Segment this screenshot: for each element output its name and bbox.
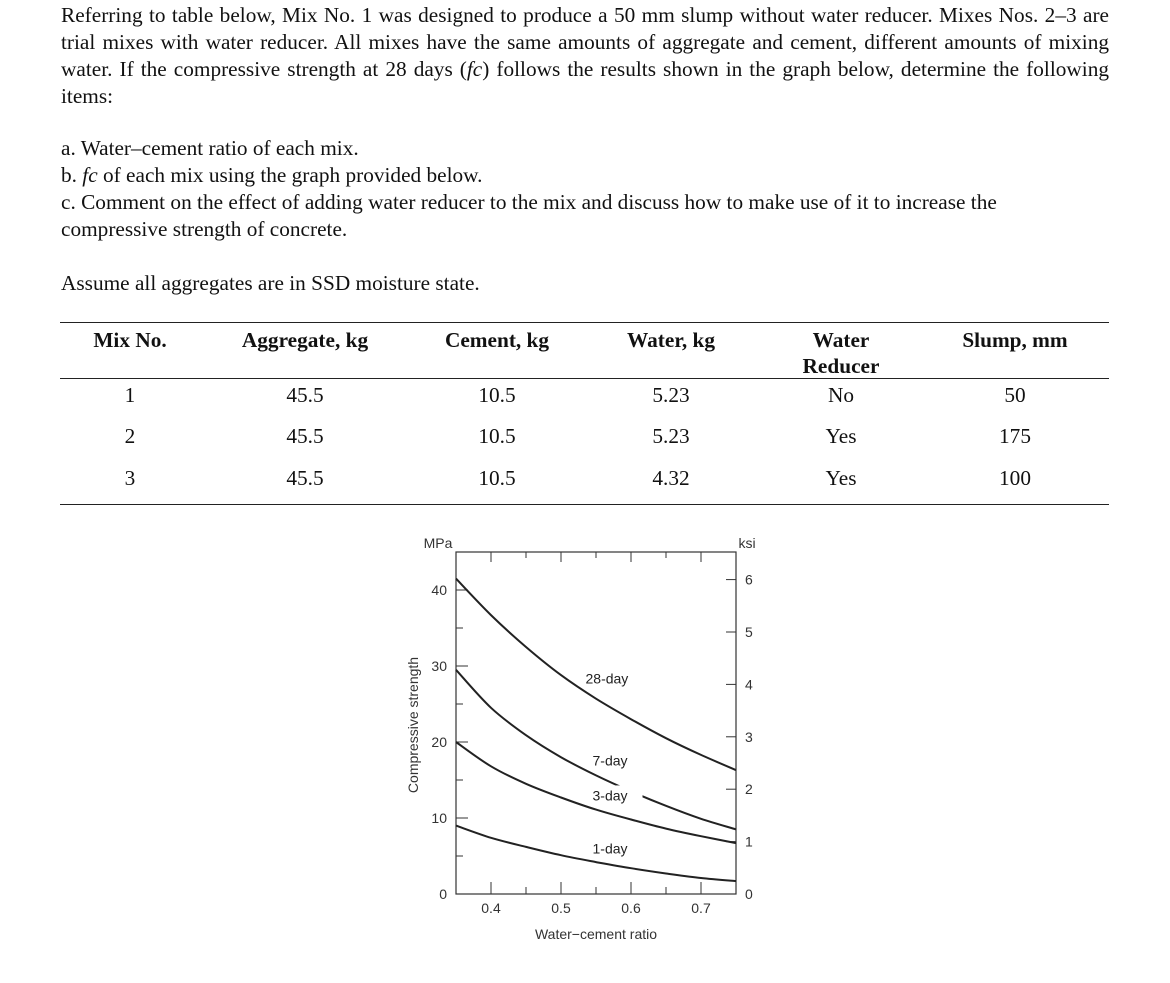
cell-aggregate: 45.5 — [286, 383, 324, 407]
cell-water: 4.32 — [652, 466, 690, 490]
cell-slump: 50 — [1004, 383, 1026, 407]
right-unit-label: ksi — [738, 535, 756, 551]
cell-cement: 10.5 — [478, 424, 516, 448]
header-slump: Slump, mm — [962, 328, 1068, 352]
cell-water: 5.23 — [652, 424, 690, 448]
x-tick-label: 0.4 — [481, 900, 501, 916]
item-b-rest: of each mix using the graph provided below. — [97, 163, 483, 187]
y-tick-label-left: 30 — [431, 658, 447, 674]
cell-reducer: Yes — [825, 424, 857, 448]
series-label-7-day: 7-day — [592, 752, 628, 769]
series-label-28-day: 28-day — [585, 670, 629, 687]
y-tick-label-right: 1 — [745, 833, 753, 850]
header-aggregate: Aggregate, kg — [241, 328, 369, 352]
series-label-1-day: 1-day — [592, 840, 628, 857]
x-tick-label: 0.5 — [551, 900, 571, 916]
cell-reducer: Yes — [825, 466, 857, 490]
item-a: a. Water–cement ratio of each mix. — [61, 136, 359, 160]
series-label-3-day: 3-day — [592, 787, 628, 804]
item-c-line1: c. Comment on the effect of adding water reducer to the mix and discuss how to make use of it to increase the — [61, 190, 997, 214]
left-unit-label: MPa — [423, 535, 453, 551]
item-b-fc: fc — [82, 163, 98, 187]
item-c-line2: compressive strength of concrete. — [61, 217, 348, 241]
y-tick-label-right: 4 — [745, 676, 753, 693]
header-water: Water, kg — [627, 328, 715, 352]
header-cement: Cement, kg — [444, 328, 550, 352]
cell-slump: 100 — [999, 466, 1031, 490]
y-axis-label: Compressive strength — [405, 656, 421, 794]
cell-cement: 10.5 — [478, 466, 516, 490]
cell-reducer: No — [827, 383, 855, 407]
cell-cement: 10.5 — [478, 383, 516, 407]
header-reducer-line2: Reducer — [802, 354, 880, 378]
cell-mix: 2 — [124, 424, 136, 448]
y-tick-label-left: 0 — [439, 886, 447, 902]
y-tick-label-left: 40 — [431, 582, 447, 598]
intro-text: Referring to table below, Mix No. 1 was designed to produce a 50 mm slump without water reducer. Mixes Nos. 2–3 are trial mixes with water reducer. All mixes have the same amounts of aggregate and cement, different amounts of mixing water. If the compressive strength at 28 days ( — [61, 3, 1109, 81]
item-b-prefix: b. — [61, 163, 83, 187]
y-tick-label-right: 3 — [745, 728, 753, 745]
intro-tail: ) follows the results shown in the graph below, determine the following items: — [61, 57, 1109, 108]
cell-aggregate: 45.5 — [286, 466, 324, 490]
x-tick-label: 0.7 — [691, 900, 711, 916]
cell-mix: 3 — [124, 466, 136, 490]
x-axis-label: Water−cement ratio — [534, 926, 658, 942]
cell-aggregate: 45.5 — [286, 424, 324, 448]
intro-fc: fc — [466, 57, 483, 81]
y-tick-label-left: 10 — [431, 810, 447, 826]
cell-slump: 175 — [999, 424, 1031, 448]
header-reducer-line1: Water — [812, 328, 870, 352]
x-tick-label: 0.6 — [621, 900, 641, 916]
cell-water: 5.23 — [652, 383, 690, 407]
y-tick-label-left: 20 — [431, 734, 447, 750]
header-mix: Mix No. — [93, 328, 167, 352]
y-tick-label-right: 5 — [745, 623, 753, 640]
assumption: Assume all aggregates are in SSD moisture state. — [61, 271, 480, 295]
y-tick-label-right: 0 — [745, 886, 753, 902]
cell-mix: 1 — [124, 383, 136, 407]
y-tick-label-right: 2 — [745, 781, 753, 798]
series-line-7-day — [456, 670, 736, 830]
chart-marks — [431, 552, 753, 916]
y-tick-label-right: 6 — [745, 571, 753, 588]
